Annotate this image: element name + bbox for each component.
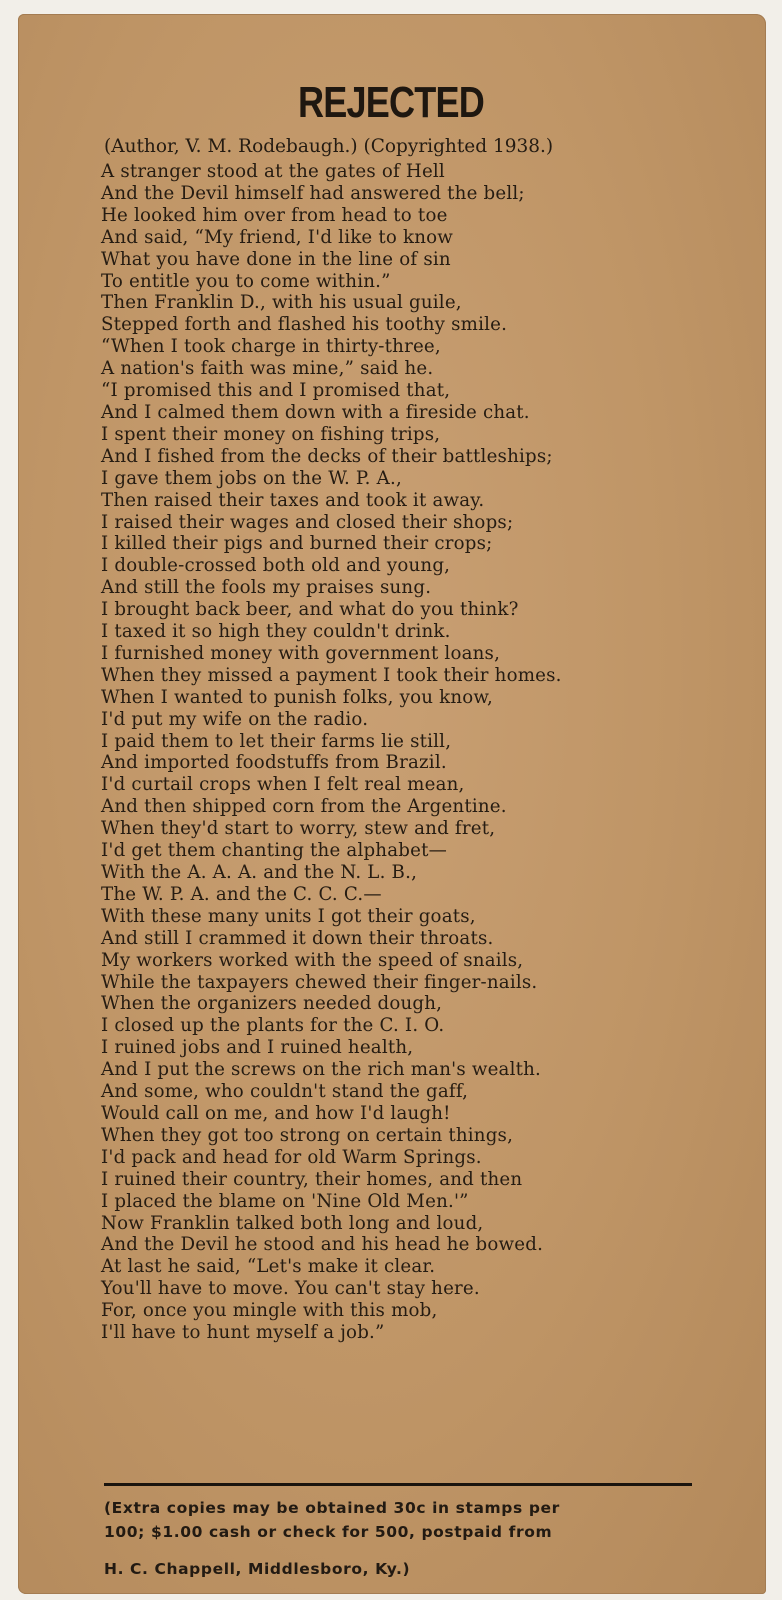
poem-line: I spent their money on fishing trips, — [101, 423, 441, 445]
poem-line: I raised their wages and closed their shops; — [101, 511, 514, 533]
poem-line: He looked him over from head to toe — [101, 204, 448, 226]
poem-line: And some, who couldn't stand the gaff, — [101, 1081, 469, 1103]
poem-line: I ruined their country, their homes, and then — [101, 1168, 523, 1190]
poem-line: At last he said, “Let's make it clear. — [101, 1256, 436, 1278]
poem-line: What you have done in the line of sin — [101, 248, 451, 270]
poem-line: Stepped forth and flashed his toothy smile. — [101, 314, 508, 336]
author-attribution: (Author, V. M. Rodebaugh.) (Copyrighted 1938.) — [104, 136, 554, 157]
poem-line: I'd pack and head for old Warm Springs. — [101, 1146, 482, 1168]
ordering-note-line-1: (Extra copies may be obtained 30c in stamps per — [104, 1499, 560, 1517]
poem-line: I'd curtail crops when I felt real mean, — [101, 774, 465, 796]
poem-line: The W. P. A. and the C. C. C.— — [101, 883, 382, 905]
poem-line: And the Devil he stood and his head he bowed. — [101, 1234, 544, 1256]
poem-line: I'd put my wife on the radio. — [101, 708, 369, 730]
poem-line: When they'd start to worry, stew and fret, — [101, 818, 496, 840]
poem-line: I furnished money with government loans, — [101, 642, 501, 664]
poem-line: I closed up the plants for the C. I. O. — [101, 1015, 445, 1037]
poem-line: While the taxpayers chewed their finger-nails. — [101, 971, 538, 993]
poem-line: I'd get them chanting the alphabet— — [101, 840, 447, 862]
ordering-note-line-2: 100; $1.00 cash or check for 500, postpaid from — [104, 1523, 553, 1541]
poem-line: And imported foodstuffs from Brazil. — [101, 752, 447, 774]
poem-line: When they missed a payment I took their homes. — [101, 664, 562, 686]
poem-line: When they got too strong on certain things, — [101, 1124, 514, 1146]
poem-line: I paid them to let their farms lie still, — [101, 730, 452, 752]
poem-line: Would call on me, and how I'd laugh! — [101, 1102, 451, 1124]
poem-line: I double-crossed both old and young, — [101, 555, 451, 577]
poem-line: A nation's faith was mine,” said he. — [101, 358, 434, 380]
poem-line: I'll have to hunt myself a job.” — [101, 1322, 385, 1344]
poem-line: My workers worked with the speed of snails, — [101, 949, 524, 971]
poem-line: And said, “My friend, I'd like to know — [101, 226, 454, 248]
poem-line: When the organizers needed dough, — [101, 993, 443, 1015]
poem-line: And the Devil himself had answered the bell; — [101, 182, 525, 204]
poem-line: And then shipped corn from the Argentine. — [101, 796, 507, 818]
poem-line: With the A. A. A. and the N. L. B., — [101, 862, 418, 883]
poem-line: “When I took charge in thirty-three, — [101, 336, 441, 358]
poem-line: And I put the screws on the rich man's wealth. — [101, 1059, 542, 1081]
poem-line: And I calmed them down with a fireside chat. — [101, 401, 530, 423]
poem-line: Then Franklin D., with his usual guile, — [101, 292, 462, 314]
poem-line: And still the fools my praises sung. — [101, 577, 432, 599]
poem-line: And still I crammed it down their throats. — [101, 927, 494, 949]
divider-rule — [104, 1483, 692, 1486]
poem-line: And I fished from the decks of their battleships; — [101, 445, 553, 467]
poem-line: I taxed it so high they couldn't drink. — [101, 621, 451, 643]
poem-line: With these many units I got their goats, — [101, 905, 476, 927]
poem-line: I brought back beer, and what do you think? — [101, 599, 519, 621]
poem-line: I ruined jobs and I ruined health, — [101, 1037, 414, 1059]
poem-line: Now Franklin talked both long and loud, — [101, 1212, 484, 1234]
poem-line: I placed the blame on 'Nine Old Men.'” — [101, 1190, 469, 1212]
poem-line: For, once you mingle with this mob, — [101, 1300, 438, 1322]
ordering-note — [104, 1496, 704, 1544]
publisher-address: H. C. Chappell, Middlesboro, Ky.) — [104, 1560, 411, 1578]
poem-title: REJECTED — [298, 78, 484, 127]
poem-line: I gave them jobs on the W. P. A., — [101, 467, 402, 489]
poem-line: A stranger stood at the gates of Hell — [101, 161, 445, 182]
poem-line: “I promised this and I promised that, — [101, 380, 451, 402]
poem-line: I killed their pigs and burned their crops; — [101, 533, 493, 555]
poem-body — [101, 161, 761, 1344]
poem-line: To entitle you to come within.” — [101, 270, 391, 292]
poem-line: Then raised their taxes and took it away. — [101, 489, 485, 511]
poem-line: When I wanted to punish folks, you know, — [101, 686, 494, 708]
poem-line: You'll have to move. You can't stay here. — [101, 1278, 480, 1300]
